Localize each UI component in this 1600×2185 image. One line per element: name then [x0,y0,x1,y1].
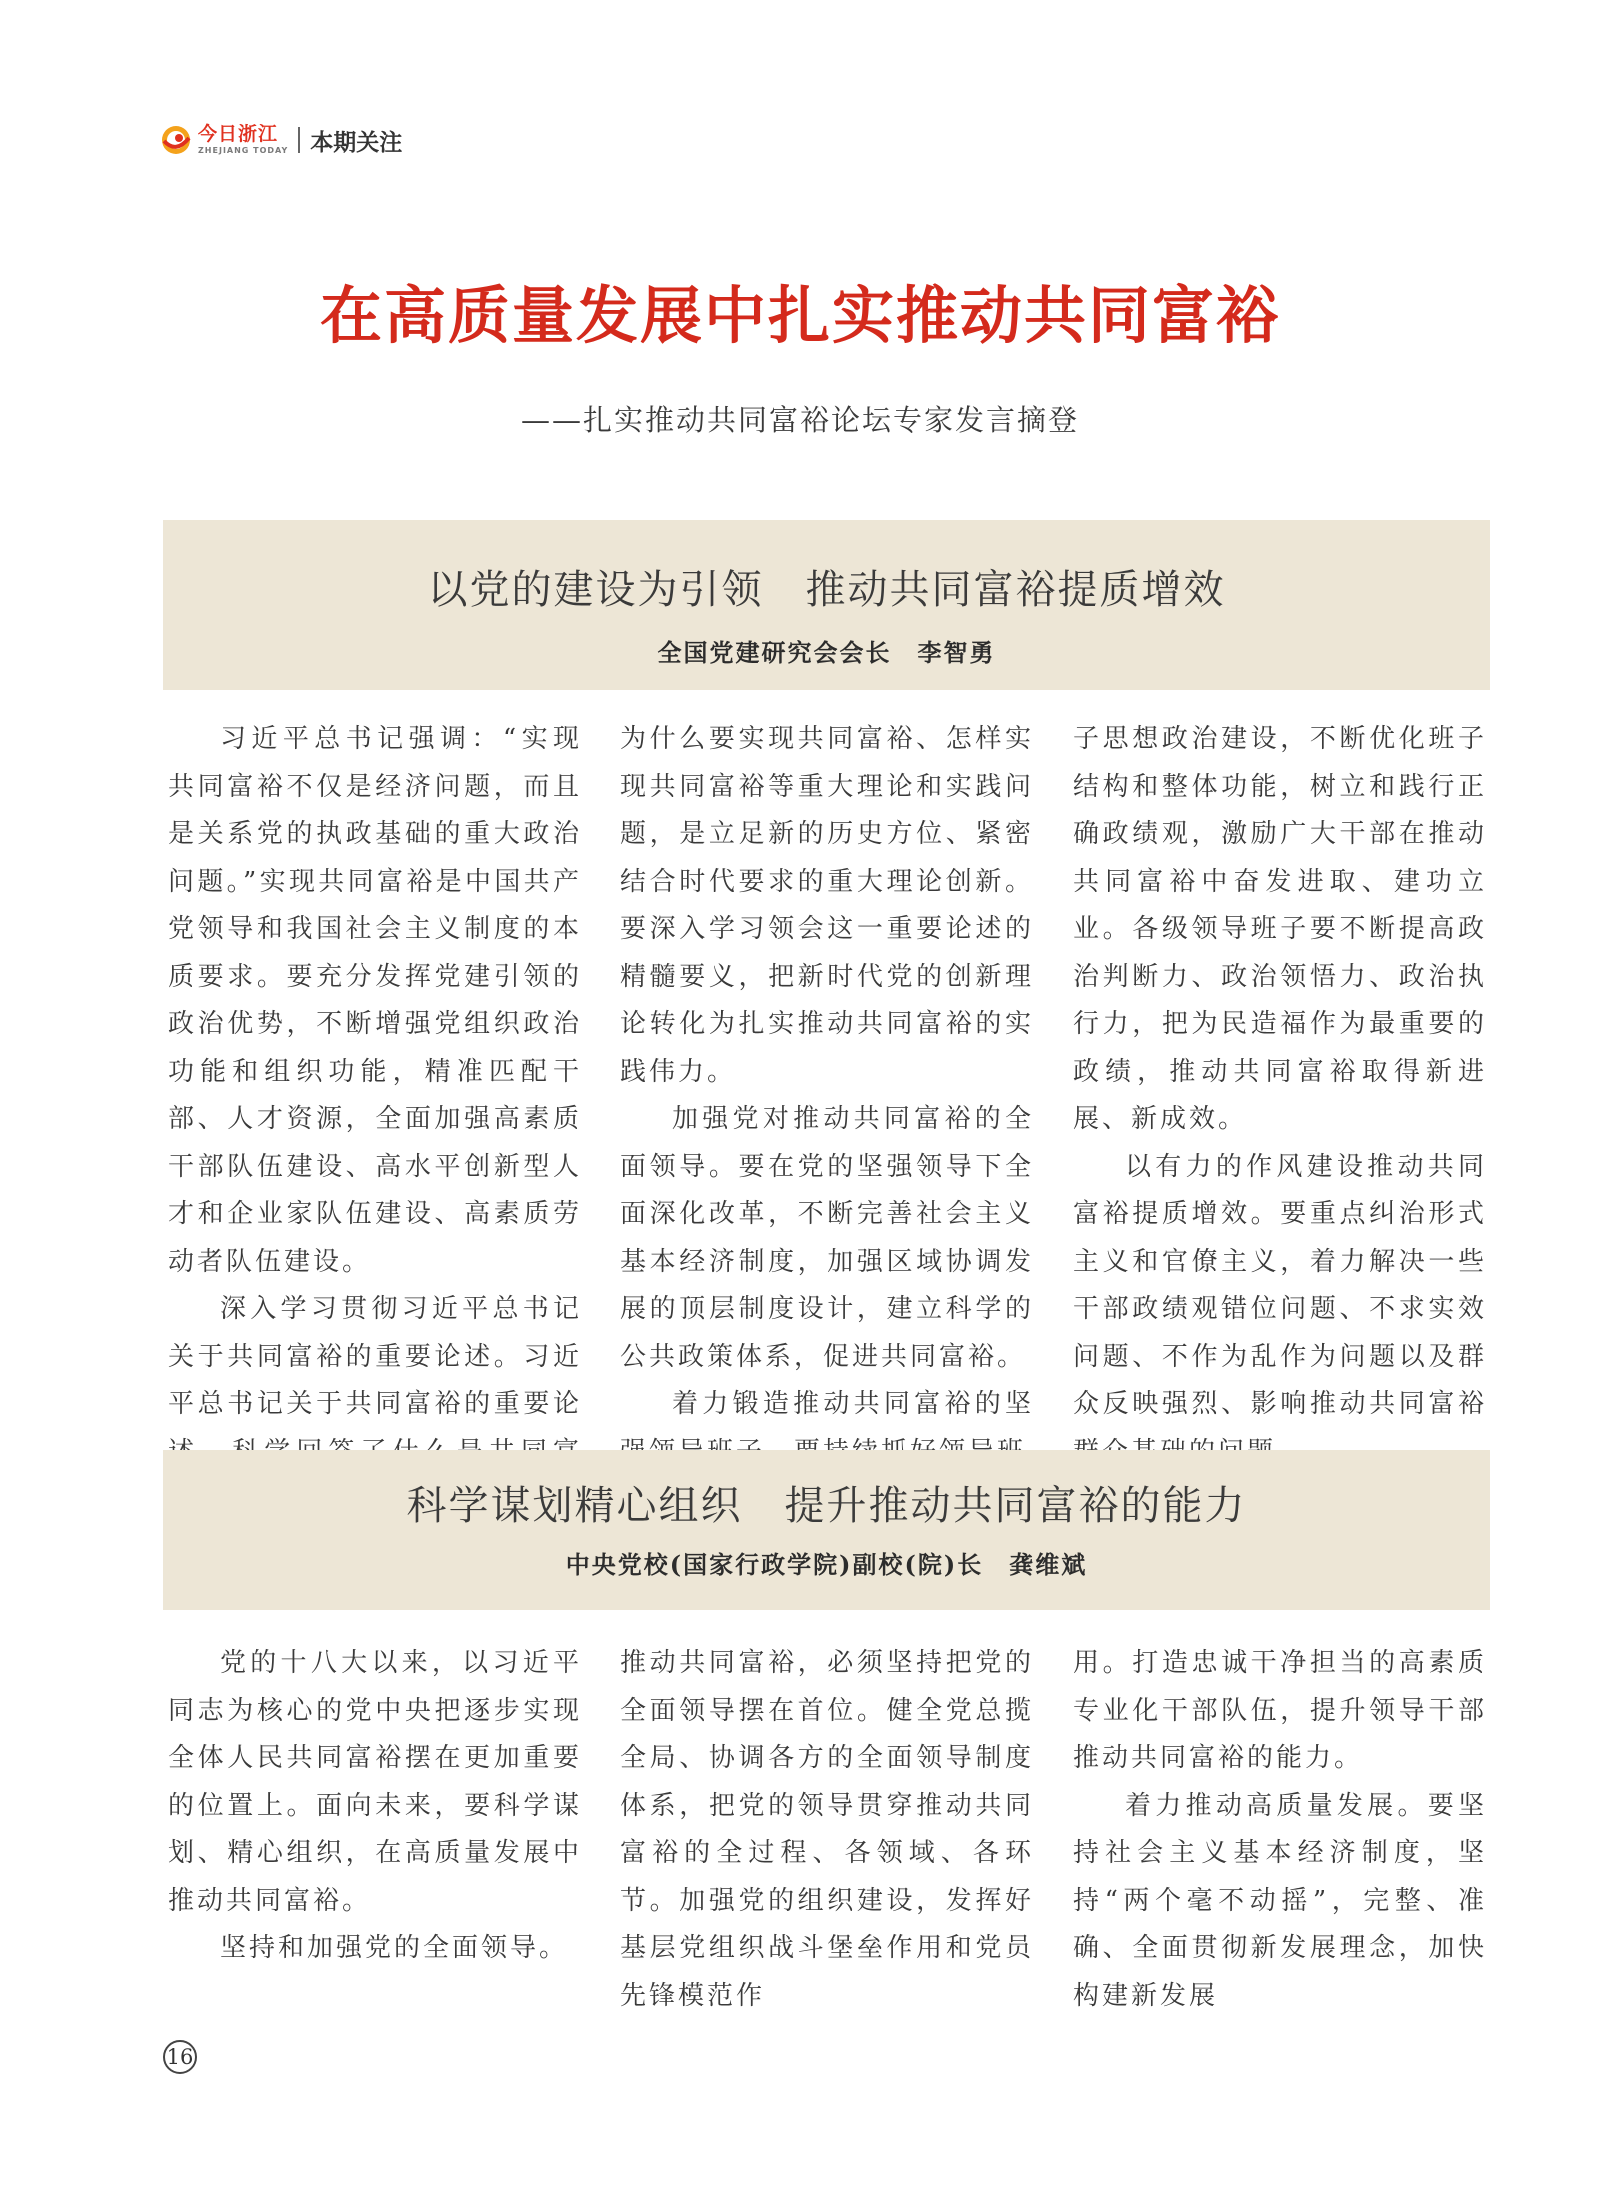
article-title: 在高质量发展中扎实推动共同富裕 [319,279,1280,352]
section-2-author: 中央党校(国家行政学院)副校(院)长 龚维斌 [565,1550,1088,1579]
page-number: 16 [163,2040,197,2074]
paragraph: 着力锻造推动共同富裕的坚 [672,1389,1034,1419]
paragraph: 深入学习贯彻习近平总书记关于共同富裕的重要论述。习近平总书记关于共同富裕的重要论 [168,1294,582,1419]
paragraph: 用。打造忠诚干净担当的高素质专业化干部队伍，提升领导干部推动共同富裕的能力。 [1073,1648,1487,1773]
section-2-column-2 [620,1640,1034,2020]
paragraph: 推动共同富裕，必须坚持把党的全面领导摆在首位。健全党总揽全局、协调各方的全面领导制度体系，把党的领导贯穿推动共同富裕的全过程、各领域、各环节。加强党的组织建设，发挥好基层党组织战斗堡垒作用和党员先锋模范作 [620,1648,1034,2011]
paragraph: 坚持和加强党的全面领导。 [220,1933,569,1963]
section-2-column-1 [168,1640,582,1973]
section-header-2 [163,1450,1490,1610]
section-label: 本期关注 [310,129,403,156]
section-header-1 [163,520,1490,690]
section-1-column-2 [620,716,1034,1476]
logo-english-name: ZHEJIANG TODAY [198,146,289,155]
paragraph: 党的十八大以来，以习近平同志为核心的党中央把逐步实现全体人民共同富裕摆在更加重要的位置上。面向未来，要科学谋划、精心组织，在高质量发展中推动共同富裕。 [168,1648,582,1916]
section-1-column-1 [168,716,582,1524]
section-1-column-3 [1073,716,1487,1476]
paragraph: 习近平总书记强调：“实现共同富裕不仅是经济问题，而且是关系党的执政基础的重大政治问题。”实现共同富裕是中国共产党领导和我国社会主义制度的本质要求。要充分发挥党建引领的政治优势，不断增强党组织政治功能和组织功能，精准匹配干部、人才资源，全面加强高素质干部队伍建设、高水平创新型人才和企业家队伍建设、高素质劳动者队伍建设。 [168,724,582,1277]
paragraph: 加强党对推动共同富裕的全面领导。要在党的坚强领导下全面深化改革，不断完善社会主义基本经济制度，加强区域协调发展的顶层制度设计，建立科学的公共政策体系，促进共同富裕。 [620,1104,1034,1372]
section-1-author: 全国党建研究会会长 李智勇 [657,638,996,667]
page-header [160,120,402,160]
article-subtitle: ——扎实推动共同富裕论坛专家发言摘登 [520,403,1079,437]
logo-chinese-name: 今日浙江 [198,123,279,145]
section-2-heading: 科学谋划精心组织 提升推动共同富裕的能力 [406,1483,1247,1529]
paragraph: 以有力的作风建设推动共同富裕提质增效。要重点纠治形式主义和官僚主义，着力解决一些干部政绩观错位问题、不求实效问题、不作为乱作为问题以及群众反映强烈、影响推动共同富裕 [1073,1151,1487,1419]
paragraph: 为什么要实现共同富裕、怎样实现共同富裕等重大理论和实践问题，是立足新的历史方位、紧密结合时代要求的重大理论创新。要深入学习领会这一重要论述的精髓要义，把新时代党的创新理论转化为扎实推动共同富裕的实践伟力。 [620,724,1034,1087]
paragraph: 子思想政治建设，不断优化班子结构和整体功能，树立和践行正确政绩观，激励广大干部在推动共同富裕中奋发进取、建功立业。各级领导班子要不断提高政治判断力、政治领悟力、政治执行力，把为民造福作为最重要的政绩，推动共同富裕取得新进展、新成效。 [1073,724,1487,1134]
sun-logo-icon [160,124,192,156]
section-1-heading: 以党的建设为引领 推动共同富裕提质增效 [427,567,1226,613]
section-2-column-3 [1073,1640,1487,2020]
magazine-logo [160,124,288,156]
paragraph: 着力推动高质量发展。要坚持社会主义基本经济制度，坚持“两个毫不动摇”，完整、准确、全面贯彻新发展理念，加快构建新发展 [1073,1790,1487,2011]
header-divider [298,127,300,153]
